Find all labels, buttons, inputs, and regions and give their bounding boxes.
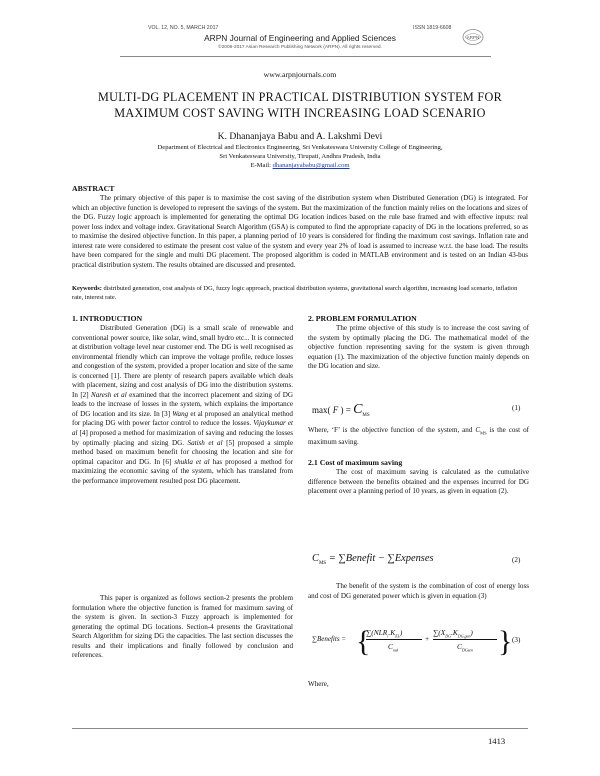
eq3-numerator-1: $\sum(NLR_i.K_{EL})$ <box>366 628 403 639</box>
problem-heading: 2. PROBLEM FORMULATION <box>308 314 417 323</box>
copyright-line: ©2006-2017 Asian Research Publishing Network (ARPN). All rights reserved. <box>218 45 382 50</box>
where-1: Where, ‘F’ is the objective function of the system, and $C_{MS}$ is the cost of maximum saving. <box>308 426 529 446</box>
arpn-logo <box>462 28 484 46</box>
keywords-label: Keywords: <box>72 285 102 292</box>
abstract-heading: ABSTRACT <box>72 184 115 193</box>
affiliation-line-1: Department of Electrical and Electronics Engineering, Sri Venkateswara University College of Engineering, <box>157 144 443 151</box>
eq3-open-brace: { <box>356 625 371 658</box>
eq3-denominator-2: $C_{DGsen}$ <box>457 642 474 653</box>
problem-paragraph-3: The benefit of the system is the combination of cost of energy loss and cost of DG generated power which is given in equation (3) <box>308 582 529 600</box>
footer-rule <box>72 728 528 729</box>
logo-text: ARPN <box>466 35 480 40</box>
title-line-1: MULTI-DG PLACEMENT IN PRACTICAL DISTRIBUTION SYSTEM FOR <box>97 90 503 104</box>
journal-name: ARPN Journal of Engineering and Applied Sciences <box>204 33 396 43</box>
eq3-lhs: ∑Benefits = <box>312 635 347 643</box>
header-rule <box>120 56 491 57</box>
problem-paragraph-1: The prime objective of this study is to increase the cost saving of the system by optimally placing the DG. The mathematical model of the objective function representing saving for the system is given through equation (1). The maximization of the objective function mainly depends on the DG location and size. <box>308 324 529 371</box>
keywords-block <box>72 285 528 302</box>
equation-2-number: (2) <box>512 556 521 564</box>
volume-line: VOL. 12, NO. 5, MARCH 2017 <box>148 25 219 31</box>
where-2: Where, <box>308 680 329 688</box>
eq3-fraction-bar-2 <box>433 639 497 640</box>
email-link[interactable]: dhananjayababu@gmail.com <box>272 162 350 169</box>
email-line <box>0 162 600 169</box>
website: www.arpnjournals.com <box>263 70 337 79</box>
problem-paragraph-2: The cost of maximum saving is calculated as the cumulative difference between the benefits obtained and the expenses incurred for DG placement over a planning period of 10 years, as given in equation (2). <box>308 468 529 496</box>
paper-title <box>60 89 540 121</box>
intro-paragraph-1: Distributed Generation (DG) is a small scale of renewable and conventional power source, like solar, wind, small hydro etc... It is connected at distribution voltage level near customer end. The DG is well recognised as environmental friendly which can improve the voltage profile, reduce losses and congestion of the system, provided a proper location and size of the same is concerned [1]. There are plenty of research papers available which deals with placement, sizing and cost analysis of DG into the distribution systems. In [2] Naresh et al examined that the incorrect placement and sizing of DG leads to the increase of losses in the system, which explains the importance of DG location and its size. In [3] Wang et al proposed an analytical method for placing DG with power factor control to reduce the losses. Vijaykumar et al [4] proposed a method for maximization of saving and reducing the losses by optimally placing and sizing DG. Satish et al [5] proposed a simple method based on maximum benefit for choosing the location and site for optimal capacitor and DG. In [6] shukla et al has proposed a method for maximizing the economic saving of the system, which has translated from the performance improvement resulted post DG placement. <box>72 324 293 485</box>
page-number: 1413 <box>488 736 506 746</box>
equation-1: max( F ) = $C_{MS}$ <box>312 402 370 418</box>
affiliation-line-2: Sri Venkateswara University, Tirupati, Andhra Pradesh, India <box>219 153 381 160</box>
keywords-text: distributed generation, cost analysis of DG, fuzzy logic approach, practical distribution systems, gravitational search algorithm, increasing load scenario, inflation rate, interest rate. <box>72 285 518 301</box>
intro-heading: 1. INTRODUCTION <box>72 314 143 323</box>
equation-1-number: (1) <box>512 404 521 412</box>
authors: K. Dhananjaya Babu and A. Lakshmi Devi <box>217 131 383 142</box>
subsection-heading: 2.1 Cost of maximum saving <box>308 458 403 467</box>
eq3-numerator-2: $\sum(X_{DG}.K_{DG,gen})$ <box>433 628 473 639</box>
eq3-close-brace: } <box>498 625 513 658</box>
title-line-2: MAXIMUM COST SAVING WITH INCREASING LOAD SCENARIO <box>114 106 486 120</box>
equation-3 <box>312 626 512 664</box>
intro-paragraph-2: This paper is organized as follows section-2 presents the problem formulation where the objective function is framed for maximum saving of the system is given. In section-3 Fuzzy approach is implemented for generating the optimal DG locations. Section-4 presents the Gravitational Search Algorithm for sizing DG the capacities. The last section discusses the results and their implications and finally followed by conclusion and references. <box>72 594 293 660</box>
email-label: E-Mail: <box>250 162 271 169</box>
issn: ISSN 1819-6608 <box>413 25 452 31</box>
eq3-fraction-bar-1 <box>366 639 422 640</box>
abstract-text: The primary objective of this paper is to maximise the cost saving of the distribution system when Distributed Generation (DG) is integrated. For which an objective function is developed to represent the savings of the system. But the maximization of the function mainly relies on the locations and sizes of the DG. Fuzzy logic approach is implemented for generating the optimal DG location indices based on the rule base framed and with effective inputs: real power loss index and voltage index. Gravitational Search Algorithm (GSA) is computed to find the appropriate capacity of DG in the locations preferred, so as to maximise the desired objective function. In this paper, a planning period of 10 years is considered for finding the maximum cost savings. Inflation rate and interest rate were considered to estimate the present cost value of the system and every year 2% of load is assumed to increase w.r.t. the base load. The results have been compared for the single and multi DG placement. The proposed algorithm is coded in MATLAB environment and is tested on an Indian 43-bus practical distribution system. The results obtained are discussed and presented. <box>72 194 528 269</box>
eq3-denominator-1: $C_{nsk}$ <box>388 642 399 653</box>
equation-3-number: (3) <box>512 636 521 644</box>
equation-2: $C_{MS}$ = ∑Benefit − ∑Expenses <box>312 553 434 567</box>
eq3-plus: + <box>425 634 430 643</box>
